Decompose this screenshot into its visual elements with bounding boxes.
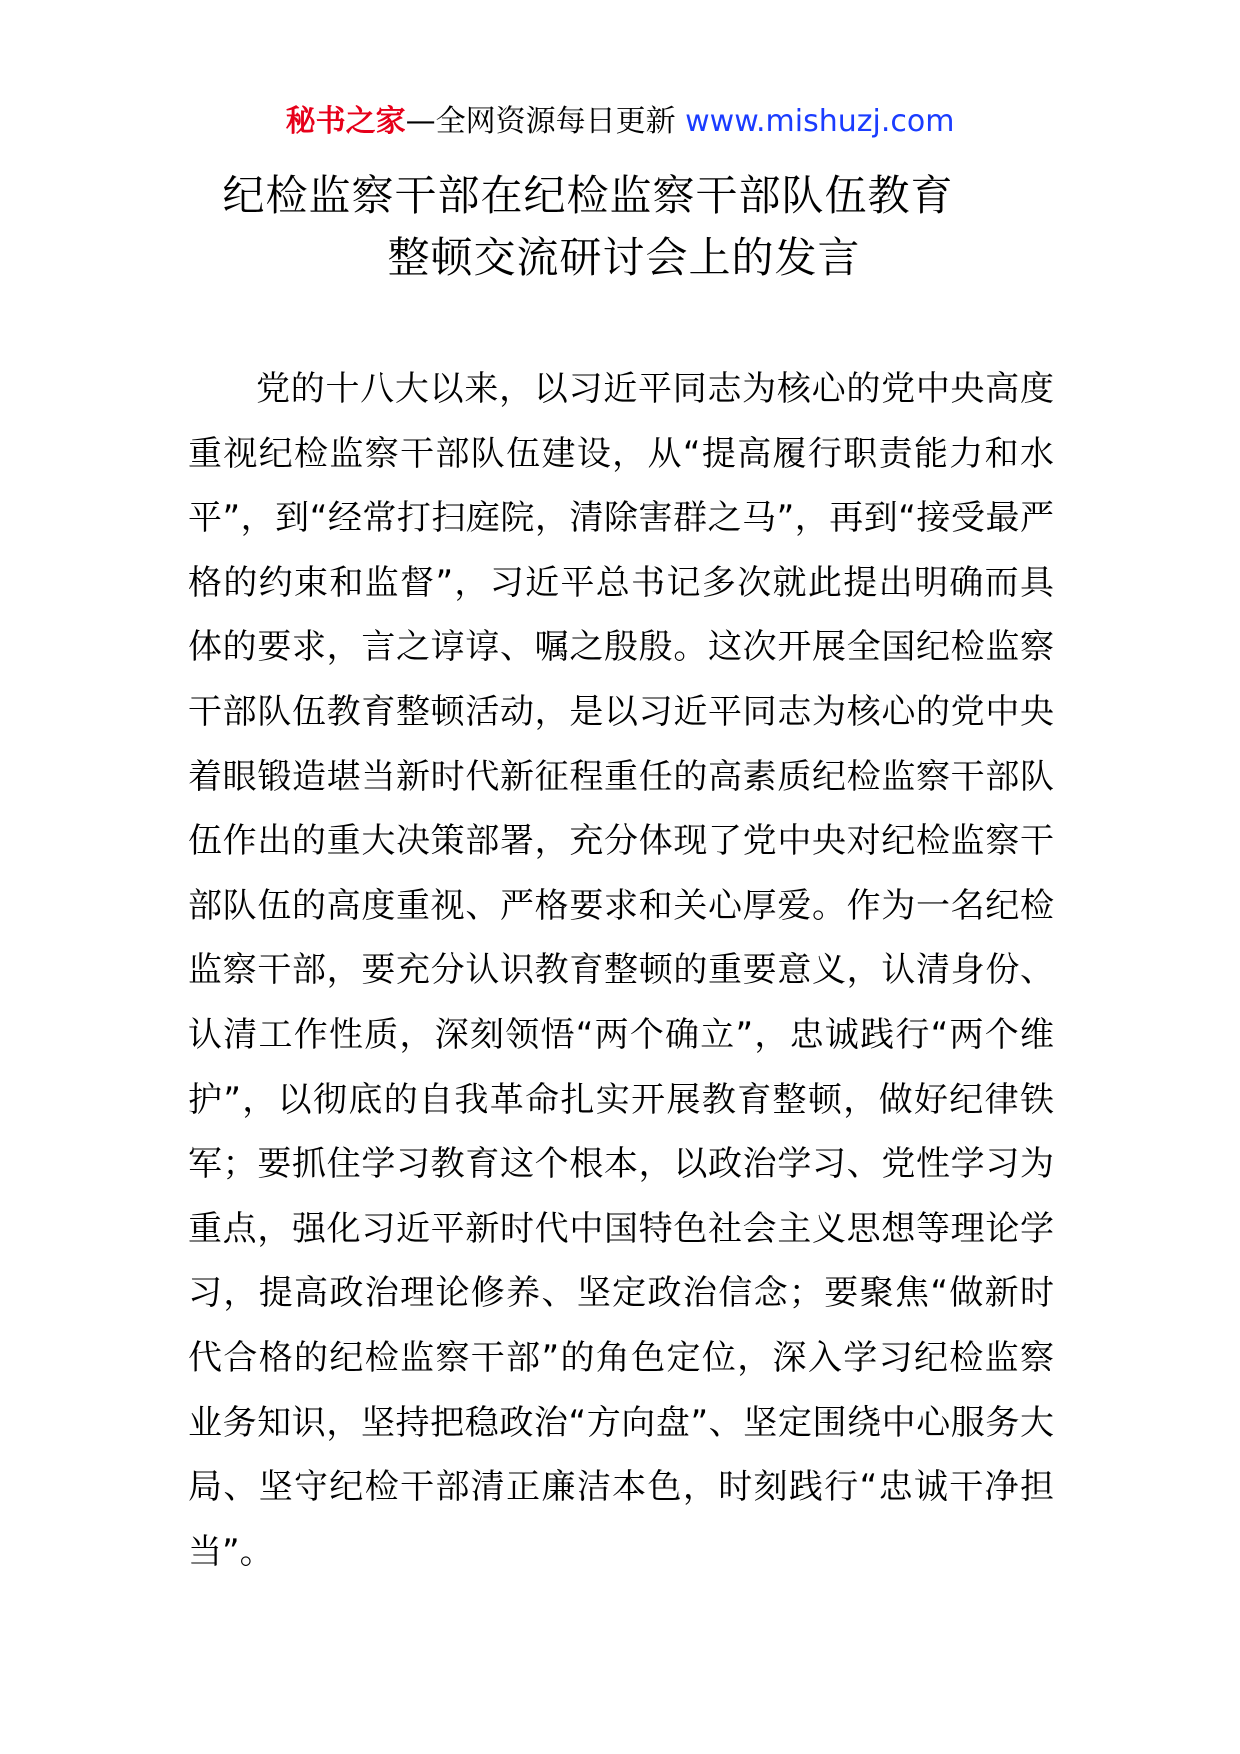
document-title-line-2: 整顿交流研讨会上的发言 (387, 233, 861, 282)
site-banner (0, 102, 1240, 142)
brand-name: 秘书之家 (285, 104, 406, 139)
site-url-link[interactable]: www.mishuzj.com (685, 104, 955, 139)
body-paragraph: 党的十八大以来，以习近平同志为核心的党中央高度重视纪检监察干部队伍建设，从“提高履行职责能力和水平”，到“经常打扫庭院，清除害群之马”，再到“接受最严格的约束和监督”，习近平总书记多次就此提出明确而具体的要求，言之谆谆、嘱之殷殷。这次开展全国纪检监察干部队伍教育整顿活动，是以习近平同志为核心的党中央着眼锻造堪当新时代新征程重任的高素质纪检监察干部队伍作出的重大决策部署，充分体现了党中央对纪检监察干部队伍的高度重视、严格要求和关心厚爱。作为一名纪检监察干部，要充分认识教育整顿的重要意义，认清身份、认清工作性质，深刻领悟“两个确立”，忠诚践行“两个维护”，以彻底的自我革命扎实开展教育整顿，做好纪律铁军；要抓住学习教育这个根本，以政治学习、党性学习为重点，强化习近平新时代中国特色社会主义思想等理论学习，提高政治理论修养、坚定政治信念；要聚焦“做新时代合格的纪检监察干部”的角色定位，深入学习纪检监察业务知识，坚持把稳政治“方向盘”、坚定围绕中心服务大局、坚守纪检干部清正廉洁本色，时刻践行“忠诚干净担当”。 (188, 369, 1054, 1572)
document-title-line-1: 纪检监察干部在纪检监察干部队伍教育 (222, 171, 954, 220)
banner-tagline: —全网资源每日更新 (405, 104, 686, 139)
